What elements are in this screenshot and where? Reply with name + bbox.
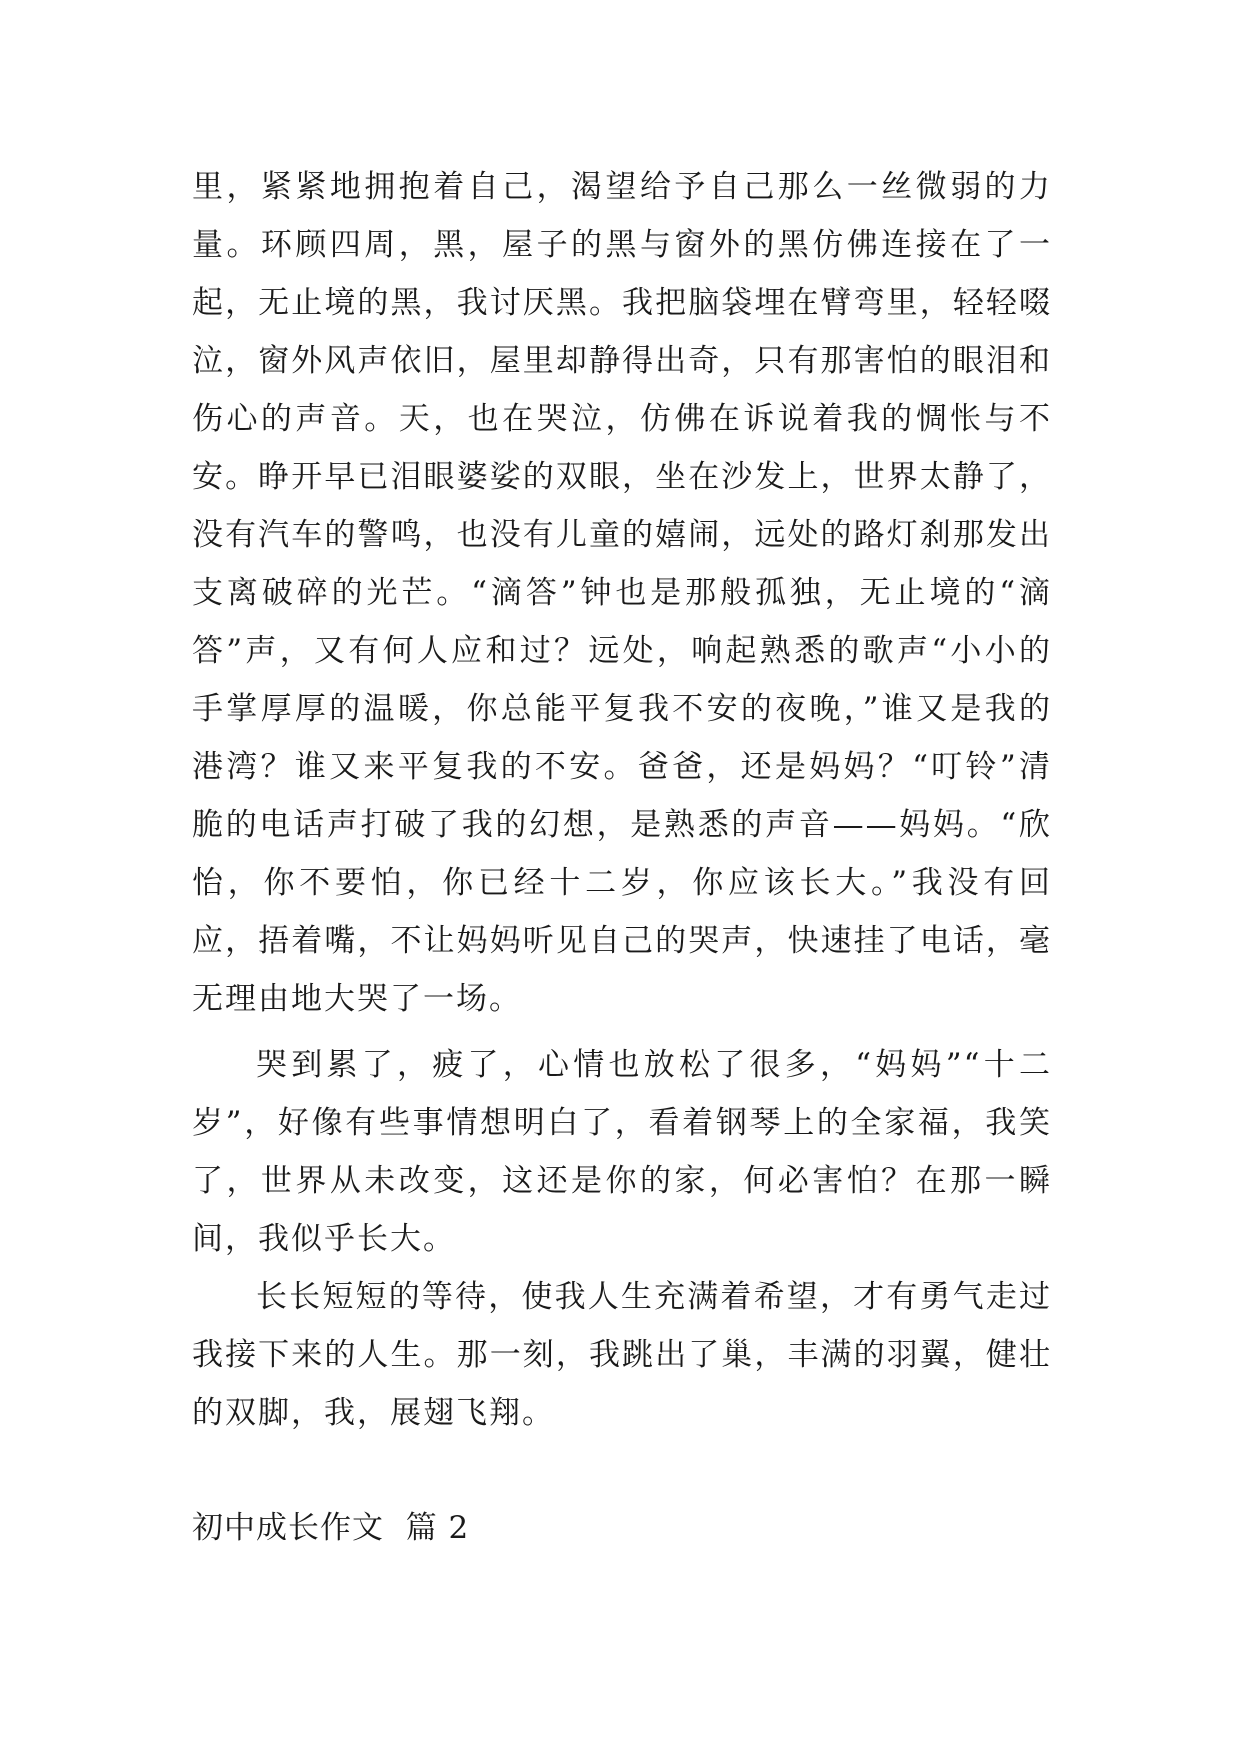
section-heading: 初中成长作文 篇 2 (192, 1510, 470, 1546)
essay-paragraph-3: 长长短短的等待，使我人生充满着希望，才有勇气走过我接下来的人生。那一刻，我跳出了巢，丰满的羽翼，健壮的双脚，我，展翅飞翔。 (192, 1279, 1052, 1431)
essay-paragraph-1: 里，紧紧地拥抱着自己，渴望给予自己那么一丝微弱的力量。环顾四周，黑，屋子的黑与窗外的黑仿佛连接在了一起，无止境的黑，我讨厌黑。我把脑袋埋在臂弯里，轻轻啜泣，窗外风声依旧，屋里却静得出奇，只有那害怕的眼泪和伤心的声音。天，也在哭泣，仿佛在诉说着我的惆怅与不安。睁开早已泪眼婆娑的双眼，坐在沙发上，世界太静了，没有汽车的警鸣，也没有儿童的嬉闹，远处的路灯刹那发出支离破碎的光芒。“滴答”钟也是那般孤独，无止境的“滴答”声，又有何人应和过？远处，响起熟悉的歌声“小小的手掌厚厚的温暖，你总能平复我不安的夜晚，”谁又是我的港湾？谁又来平复我的不安。爸爸，还是妈妈？“叮铃”清脆的电话声打破了我的幻想，是熟悉的声音——妈妈。“欣怡，你不要怕，你已经十二岁，你应该长大。”我没有回应，捂着嘴，不让妈妈听见自己的哭声，快速挂了电话，毫无理由地大哭了一场。 (192, 169, 1052, 1017)
essay-body (192, 158, 1052, 1442)
essay-paragraph-2: 哭到累了，疲了，心情也放松了很多，“妈妈”“十二岁”，好像有些事情想明白了，看着钢琴上的全家福，我笑了，世界从未改变，这还是你的家，何必害怕？在那一瞬间，我似乎长大。 (192, 1047, 1052, 1257)
